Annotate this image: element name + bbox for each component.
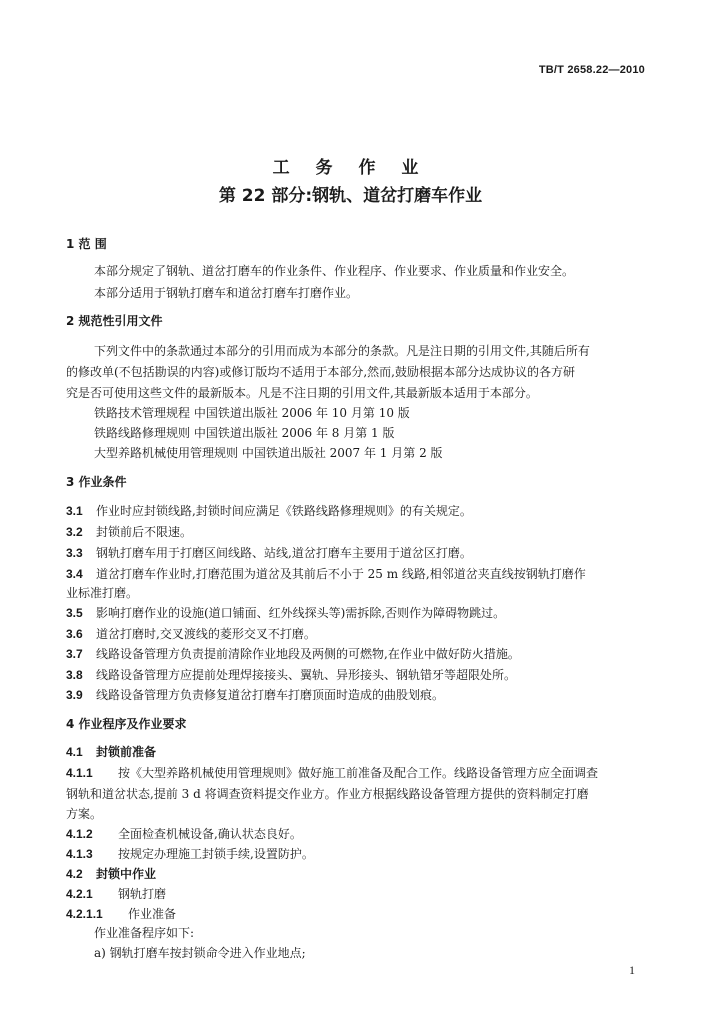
section-3-heading: 3 作业条件 <box>66 475 127 489</box>
clause-4-2-1-1: 4.2.1.1 作业准备 <box>66 907 177 921</box>
clause-3-5: 3.5 影响打磨作业的设施(道口铺面、红外线探头等)需拆除,否则作为障碍物跳过。 <box>66 606 506 620</box>
clause-3-4-cont: 业标准打磨。 <box>66 586 139 600</box>
clause-3-3: 3.3 钢轨打磨车用于打磨区间线路、站线,道岔打磨车主要用于道岔区打磨。 <box>66 546 472 560</box>
standard-code: TB/T 2658.22—2010 <box>538 64 645 76</box>
clause-4-1-1-cont-2: 方案。 <box>66 807 103 821</box>
clause-4-2-1: 4.2.1 钢轨打磨 <box>66 887 167 901</box>
section-1-para-1: 本部分规定了钢轨、道岔打磨车的作业条件、作业程序、作业要求、作业质量和作业安全。 <box>94 264 575 278</box>
clause-4-1-3: 4.1.3 按规定办理施工封锁手续,设置防护。 <box>66 847 314 861</box>
procedure-intro: 作业准备程序如下: <box>94 926 195 940</box>
section-2-para-line-1: 下列文件中的条款通过本部分的引用而成为本部分的条款。凡是注日期的引用文件,其随后所有 <box>94 344 590 358</box>
list-item-a: a) 钢轨打磨车按封锁命令进入作业地点; <box>94 946 306 960</box>
clause-3-2: 3.2 封锁前后不限速。 <box>66 525 193 539</box>
clause-3-1: 3.1 作业时应封锁线路,封锁时间应满足《铁路线路修理规则》的有关规定。 <box>66 504 472 518</box>
reference-3: 大型养路机械使用管理规则 中国铁道出版社 2007 年 1 月第 2 版 <box>94 446 443 460</box>
clause-4-1-2: 4.1.2 全面检查机械设备,确认状态良好。 <box>66 827 302 841</box>
reference-1: 铁路技术管理规程 中国铁道出版社 2006 年 10 月第 10 版 <box>94 406 410 420</box>
clause-3-4: 3.4 道岔打磨车作业时,打磨范围为道岔及其前后不小于 25 m 线路,相邻道岔夹直线按钢轨打磨作 <box>66 567 586 581</box>
reference-2: 铁路线路修理规则 中国铁道出版社 2006 年 8 月第 1 版 <box>94 426 395 440</box>
clause-4-1: 4.1 封锁前准备 <box>66 745 157 759</box>
clause-4-1-1-cont-1: 钢轨和道岔状态,提前 3 d 将调查资料提交作业方。作业方根据线路设备管理方提供的资料制定打磨 <box>66 787 589 801</box>
section-2-para-line-3: 究是否可使用这些文件的最新版本。凡是不注日期的引用文件,其最新版本适用于本部分。 <box>66 386 538 400</box>
clause-4-1-1: 4.1.1 按《大型养路机械使用管理规则》做好施工前准备及配合工作。线路设备管理方应全面调查 <box>66 766 599 780</box>
section-2-heading: 2 规范性引用文件 <box>66 314 163 328</box>
clause-3-6: 3.6 道岔打磨时,交叉渡线的菱形交叉不打磨。 <box>66 627 316 641</box>
document-subtitle: 第 22 部分:钢轨、道岔打磨车作业 <box>218 186 483 206</box>
clause-3-7: 3.7 线路设备管理方负责提前清除作业地段及两侧的可燃物,在作业中做好防火措施。 <box>66 647 520 661</box>
section-1-para-2: 本部分适用于钢轨打磨车和道岔打磨车打磨作业。 <box>94 286 359 300</box>
clause-4-2: 4.2 封锁中作业 <box>66 867 157 881</box>
section-1-heading: 1 范 围 <box>66 237 107 251</box>
clause-3-8: 3.8 线路设备管理方应提前处理焊接接头、翼轨、异形接头、钢轨错牙等超限处所。 <box>66 668 517 682</box>
section-4-heading: 4 作业程序及作业要求 <box>66 717 187 731</box>
document-title: 工 务 作 业 <box>272 158 429 178</box>
section-2-para-line-2: 的修改单(不包括勘误的内容)或修订版均不适用于本部分,然而,鼓励根据本部分达成协议的各方研 <box>66 365 575 379</box>
page-number: 1 <box>629 963 635 977</box>
clause-3-9: 3.9 线路设备管理方负责修复道岔打磨车打磨顶面时造成的曲股划痕。 <box>66 688 445 702</box>
